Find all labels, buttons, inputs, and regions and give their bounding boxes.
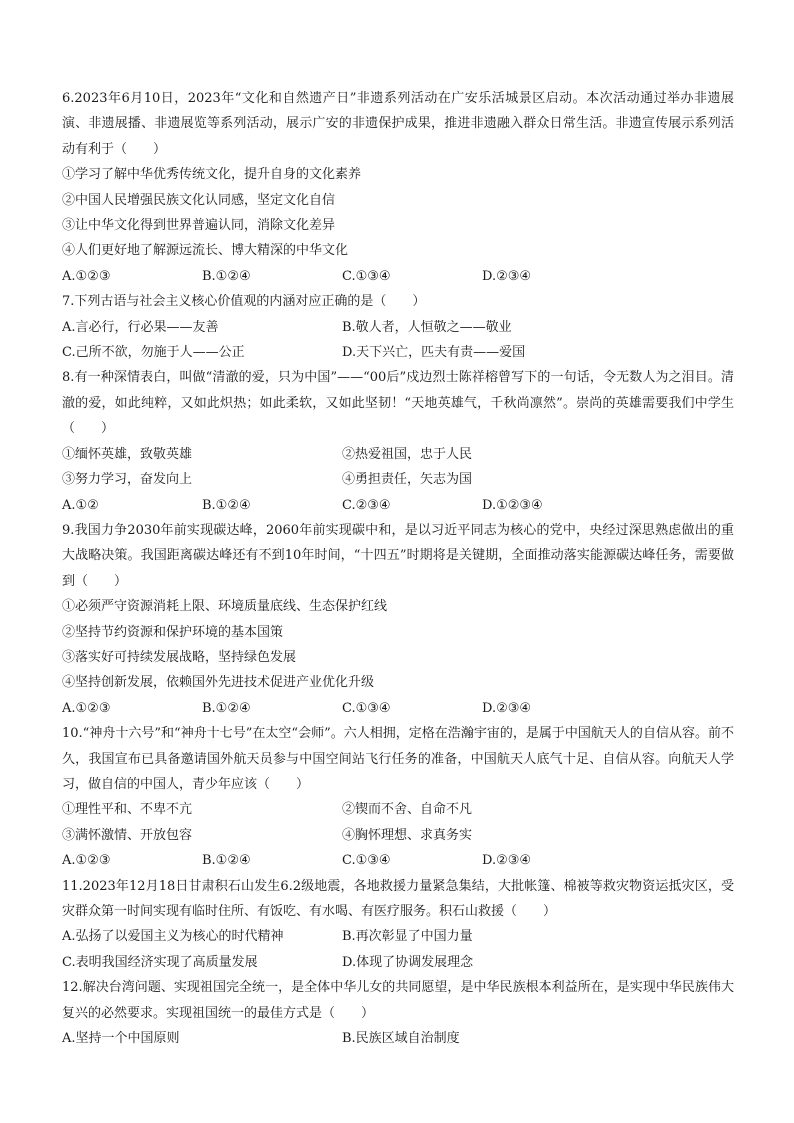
statement: ④勇担责任，矢志为国 bbox=[342, 472, 473, 488]
option-c: C.②③④ bbox=[342, 497, 391, 513]
option-b: B.敬人者，人恒敬之——敬业 bbox=[342, 319, 512, 335]
statement: ④胸怀理想、求真务实 bbox=[342, 827, 473, 843]
option-a: A.①②③ bbox=[62, 853, 111, 869]
option-d: D.②③④ bbox=[482, 268, 532, 284]
question-stem: 10.“神舟十六号”和“神舟十七号”在太空“会师”。六人相拥，定格在浩瀚宇宙的，是属于中国航天人的自信从容。前不久，我国宣布已具备邀请国外航天员参与中国空间站飞行任务的准备，中国航天人底气十足、自信从容。向航天人学习，做自信的中国人，青少年应该（ ） bbox=[62, 726, 734, 792]
statement-row bbox=[62, 442, 734, 467]
option-a: A.坚持一个中国原则 bbox=[62, 1031, 180, 1047]
statement: ③让中华文化得到世界普遍认同，消除文化差异 bbox=[62, 218, 336, 234]
question-stem: 9.我国力争2030年前实现碳达峰，2060年前实现碳中和，是以习近平同志为核心的党中，央经过深思熟虑做出的重大战略决策。我国距离碳达峰还有不到10年时间，“十四五”时期将是关键期，全面推动落实能源碳达峰任务，需要做到（ ） bbox=[62, 522, 734, 589]
question-11 bbox=[62, 874, 734, 976]
statement-row bbox=[62, 823, 734, 848]
answer-options bbox=[62, 340, 734, 365]
answer-options bbox=[62, 493, 734, 518]
option-d: D.体现了协调发展理念 bbox=[342, 954, 474, 970]
question-10 bbox=[62, 721, 734, 873]
option-b: B.民族区域自治制度 bbox=[342, 1031, 460, 1047]
statement: ①缅怀英雄，致敬英雄 bbox=[62, 446, 193, 462]
option-c: C.①③④ bbox=[342, 268, 391, 284]
statement: ③努力学习，奋发向上 bbox=[62, 472, 193, 488]
question-stem: 8.有一种深情表白，叫做“清澈的爱，只为中国”——“00后”戍边烈士陈祥榕曾写下的一句话，令无数人为之泪目。清澈的爱，如此纯粹，又如此炽热；如此柔软，又如此坚韧！“天地英雄气，千秋尚凛然”。崇尚的英雄需要我们中学生（ ） bbox=[62, 370, 734, 437]
question-6 bbox=[62, 86, 734, 289]
option-b: B.①②④ bbox=[202, 700, 251, 716]
question-stem: 12.解决台湾问题、实现祖国完全统一，是全体中华儿女的共同愿望，是中华民族根本利益所在，是实现中华民族伟大复兴的必然要求。实现祖国统一的最佳方式是（ ） bbox=[62, 980, 734, 1021]
answer-options bbox=[62, 950, 734, 975]
option-a: A.言必行，行必果——友善 bbox=[62, 319, 219, 335]
statement: ③落实好可持续发展战略，坚持绿色发展 bbox=[62, 649, 297, 665]
option-c: C.表明我国经济实现了高质量发展 bbox=[62, 954, 258, 970]
statement: ①必须严守资源消耗上限、环境质量底线、生态保护红线 bbox=[62, 599, 388, 615]
statement: ②坚持节约资源和保护环境的基本国策 bbox=[62, 624, 284, 640]
exam-page bbox=[62, 86, 734, 1051]
question-7 bbox=[62, 289, 734, 365]
option-a: A.弘扬了以爱国主义为核心的时代精神 bbox=[62, 929, 284, 945]
option-a: A.①②③ bbox=[62, 268, 111, 284]
option-b: B.再次彰显了中国力量 bbox=[342, 929, 473, 945]
question-stem: 7.下列古语与社会主义核心价值观的内涵对应正确的是（ ） bbox=[62, 294, 426, 310]
statement-row bbox=[62, 797, 734, 822]
answer-options bbox=[62, 848, 734, 873]
statement: ④坚持创新发展，依赖国外先进技术促进产业优化升级 bbox=[62, 675, 375, 691]
statement: ③满怀激情、开放包容 bbox=[62, 827, 193, 843]
option-c: C.①③④ bbox=[342, 853, 391, 869]
option-d: D.②③④ bbox=[482, 853, 532, 869]
option-c: C.①③④ bbox=[342, 700, 391, 716]
answer-options bbox=[62, 924, 734, 949]
option-b: B.①②④ bbox=[202, 268, 251, 284]
option-d: D.天下兴亡，匹夫有责——爱国 bbox=[342, 345, 526, 361]
statement: ②锲而不舍、自命不凡 bbox=[342, 802, 473, 818]
statement: ②中国人民增强民族文化认同感，坚定文化自信 bbox=[62, 192, 336, 208]
option-b: B.①②④ bbox=[202, 853, 251, 869]
answer-options bbox=[62, 315, 734, 340]
statement: ④人们更好地了解源远流长、博大精深的中华文化 bbox=[62, 243, 349, 259]
answer-options bbox=[62, 264, 734, 289]
question-9 bbox=[62, 518, 734, 721]
question-stem: 11.2023年12月18日甘肃积石山发生6.2级地震，各地救援力量紧急集结，大批帐篷、棉被等救灾物资运抵灾区，受灾群众第一时间实现有临时住所、有饭吃、有水喝、有医疗服务。积石山救援（ ） bbox=[62, 878, 734, 919]
option-d: D.①②③④ bbox=[482, 497, 543, 513]
statement: ②热爱祖国，忠于人民 bbox=[342, 446, 473, 462]
statement: ①理性平和、不卑不亢 bbox=[62, 802, 193, 818]
answer-options bbox=[62, 696, 734, 721]
answer-options bbox=[62, 1026, 734, 1051]
statement: ①学习了解中华优秀传统文化，提升自身的文化素养 bbox=[62, 167, 362, 183]
question-8 bbox=[62, 365, 734, 517]
question-stem: 6.2023年6月10日，2023年“文化和自然遗产日”非遗系列活动在广安乐活城景区启动。本次活动通过举办非遗展演、非遗展播、非遗展览等系列活动，展示广安的非遗保护成果，推进非遗融入群众日常生活。非遗宣传展示系列活动有利于（ ） bbox=[62, 91, 734, 157]
option-b: B.①②④ bbox=[202, 497, 251, 513]
question-12 bbox=[62, 975, 734, 1051]
statement-row bbox=[62, 467, 734, 492]
option-d: D.②③④ bbox=[482, 700, 532, 716]
option-c: C.己所不欲，勿施于人——公正 bbox=[62, 345, 245, 361]
option-a: A.①② bbox=[62, 497, 99, 513]
option-a: A.①②③ bbox=[62, 700, 111, 716]
